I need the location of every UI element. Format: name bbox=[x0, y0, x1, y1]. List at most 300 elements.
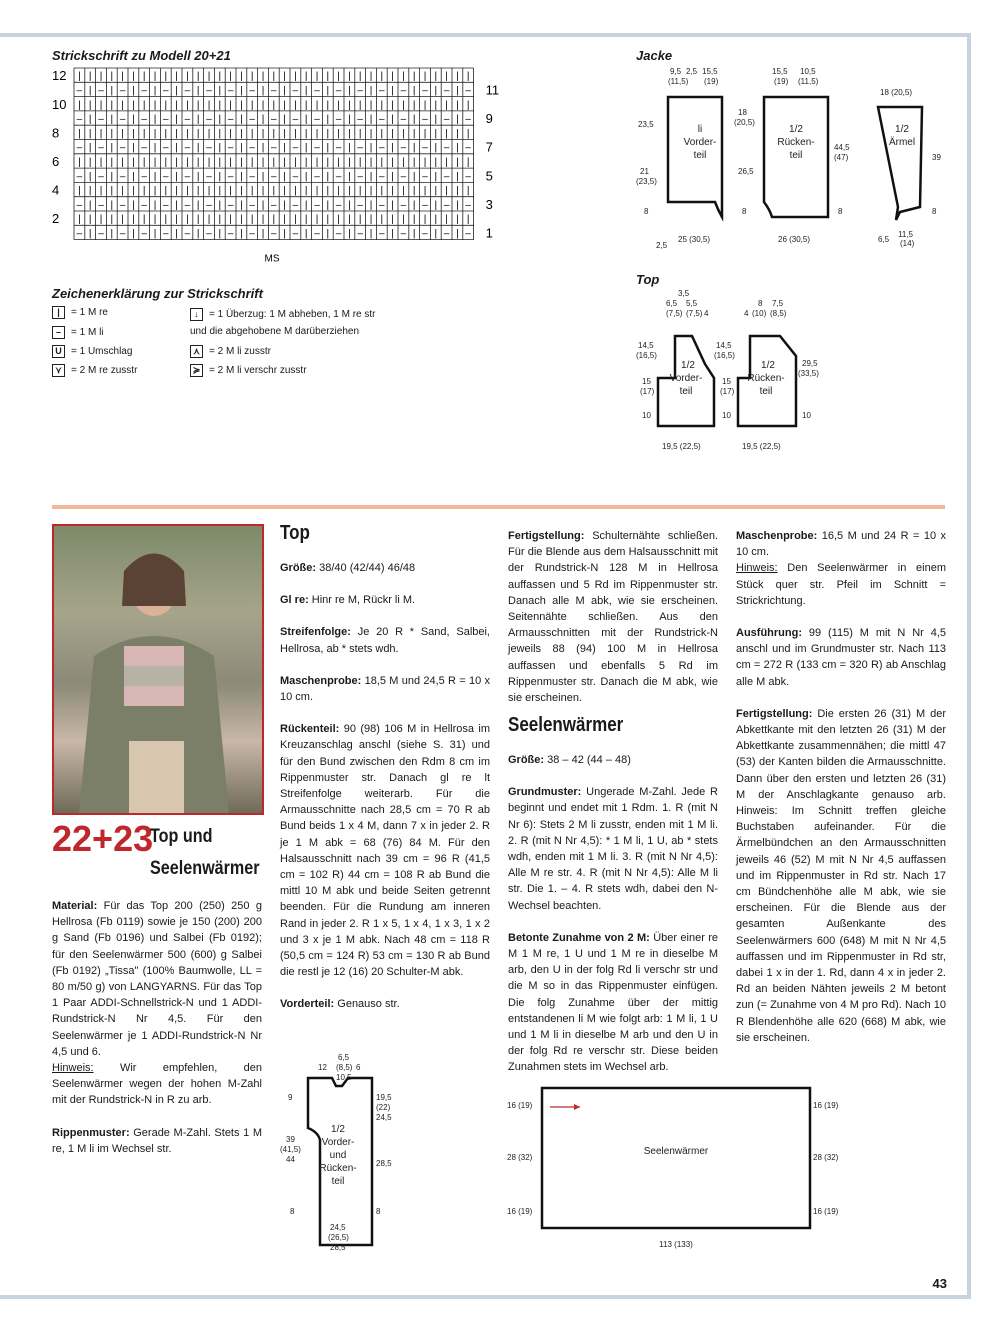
chart-cell: | bbox=[218, 71, 222, 83]
chart-cell: | bbox=[402, 156, 405, 168]
chart-cell: | bbox=[391, 142, 394, 154]
chart-cell: | bbox=[164, 71, 168, 83]
chart-cell: | bbox=[229, 99, 232, 111]
chart-cell: – bbox=[184, 199, 191, 211]
chart-cell: – bbox=[443, 199, 450, 211]
svg-text:16 (19): 16 (19) bbox=[507, 1101, 533, 1110]
chart-cell: | bbox=[186, 71, 189, 83]
svg-text:26 (30,5): 26 (30,5) bbox=[778, 235, 811, 244]
chart-cell: | bbox=[218, 142, 222, 154]
svg-text:23,5: 23,5 bbox=[638, 120, 654, 129]
svg-text:28 (32): 28 (32) bbox=[507, 1153, 533, 1162]
chart-cell: – bbox=[141, 228, 147, 240]
chart-cell: | bbox=[304, 114, 308, 126]
chart-cell: | bbox=[272, 99, 276, 111]
chart-cell: | bbox=[304, 71, 308, 83]
chart-row-label: 2 bbox=[52, 211, 60, 227]
chart-cell: | bbox=[175, 214, 178, 226]
chart-cell: – bbox=[249, 228, 255, 240]
svg-text:und: und bbox=[329, 1150, 347, 1161]
chart-cell: | bbox=[348, 114, 351, 126]
chart-cell: | bbox=[423, 185, 427, 197]
chart-cell: | bbox=[391, 156, 394, 168]
svg-text:14,5: 14,5 bbox=[716, 341, 732, 350]
chart-cell: – bbox=[400, 114, 407, 126]
svg-text:(33,5): (33,5) bbox=[798, 369, 819, 378]
chart-cell: – bbox=[443, 228, 450, 240]
chart-cell: | bbox=[142, 214, 146, 226]
svg-text:5,5: 5,5 bbox=[686, 299, 698, 308]
chart-cell: – bbox=[379, 199, 385, 211]
svg-text:16 (19): 16 (19) bbox=[813, 1101, 839, 1110]
svg-text:(20,5): (20,5) bbox=[734, 118, 755, 127]
svg-text:28,5: 28,5 bbox=[330, 1243, 346, 1252]
chart-cell: – bbox=[379, 85, 385, 97]
chart-cell: – bbox=[163, 199, 169, 211]
chart-cell: | bbox=[218, 156, 222, 168]
chart-cell: | bbox=[164, 156, 168, 168]
chart-cell: | bbox=[456, 71, 459, 83]
seelenwaermer-label: Seelenwärmer bbox=[643, 1146, 709, 1157]
chart-cell: – bbox=[271, 199, 277, 211]
chart-cell: – bbox=[249, 114, 255, 126]
chart-cell: | bbox=[240, 128, 243, 140]
column-3a: Fertigstellung: Schulternähte schließen. Für die Blende aus dem Halsausschnitt mit der Rundstrick-N 128 M in Hellrosa auffassen und 5 Rd im Rippenmuster str. Danach alle M abk, wie sie erscheinen. Seitennähte schließen. Aus den Armausschnitten mit der Rundstrick-N jeweils 88 (94) 100 M in Hellrosa auffassen und ebenfalls 5 Rd im Rippenmuster str. Danach die M abk, wie sie erscheinen. bbox=[508, 530, 718, 705]
svg-text:(11,5): (11,5) bbox=[798, 77, 819, 86]
chart-cell: | bbox=[142, 128, 146, 140]
svg-text:teil: teil bbox=[693, 150, 707, 161]
chart-cell: | bbox=[240, 142, 243, 154]
chart-cell: | bbox=[423, 99, 427, 111]
chart-cell: | bbox=[132, 114, 135, 126]
chart-cell: | bbox=[229, 185, 232, 197]
chart-cell: | bbox=[196, 99, 200, 111]
chart-cell: | bbox=[88, 199, 92, 211]
chart-cell: | bbox=[369, 85, 373, 97]
chart-cell: | bbox=[348, 85, 351, 97]
chart-cell: | bbox=[358, 99, 362, 111]
chart-cell: | bbox=[261, 199, 265, 211]
chart-cell: | bbox=[445, 214, 448, 226]
chart-cell: | bbox=[153, 71, 157, 83]
chart-cell: | bbox=[326, 171, 330, 183]
chart-cell: – bbox=[314, 171, 320, 183]
chart-cell: – bbox=[335, 142, 342, 154]
chart-cell: – bbox=[379, 228, 385, 240]
chart-cell: – bbox=[76, 228, 83, 240]
svg-text:2,5: 2,5 bbox=[656, 241, 668, 250]
chart-cell: | bbox=[456, 199, 459, 211]
svg-text:16 (19): 16 (19) bbox=[813, 1207, 839, 1216]
chart-cell: | bbox=[445, 71, 448, 83]
svg-text:8: 8 bbox=[742, 207, 747, 216]
chart-cell: | bbox=[218, 214, 222, 226]
chart-cell: | bbox=[434, 71, 438, 83]
column-2: Größe: 38/40 (42/44) 46/48 Gl re: Hinr re M, Rückr li M. Streifenfolge: Je 20 R * Sand, Salbei, Hellrosa, ab * stets wdh. Maschenprobe: 18,5 M und 24,5 R = 10 x 10 cm. Rückenteil: 90 (98) 106 M in Hellrosa im Kreuzanschlag anschl (siehe S. 31) und für den Bund zwischen den Rdm 8 cm im Rippenmuster str. Danach gl re lt Streifenfolge weiterarb. Für die Armausschnitte nach 28,5 cm = 70 R ab Bund beids 1 x 4 M, dann 7 x in jeder 2. R je 1 M abk = 68 (76) 84 M. Für den Halsausschnitt nach 39 cm = 96 R (41,5 cm = 102 R) 44 cm = 108 R ab Bund die mittl 10 M abk und beide Seiten getrennt beenden. Für die Rundung am inneren Rand in jeder 2. R 1 x 5, 1 x 4, 1 x 3, 1 x 2 und 3 x je 1 M abk. Nach 48 cm = 118 R (50,5 cm = 124 R) 53 cm = 130 R ab Bund die restl je 12 (16) 20 Schulter-M abk. Vorderteil: Genauso str. bbox=[280, 562, 491, 1011]
chart-cell: – bbox=[443, 142, 450, 154]
chart-cell: | bbox=[391, 71, 394, 83]
svg-text:(7,5): (7,5) bbox=[686, 309, 703, 318]
chart-cell: | bbox=[348, 156, 351, 168]
chart-row-label: 10 bbox=[52, 96, 67, 112]
chart-cell: | bbox=[153, 228, 157, 240]
chart-cell: – bbox=[357, 85, 363, 97]
chart-cell: | bbox=[153, 142, 157, 154]
chart-cell: | bbox=[272, 71, 276, 83]
chart-cell: – bbox=[422, 114, 428, 126]
chart-cell: | bbox=[110, 171, 114, 183]
chart-cell: | bbox=[88, 71, 92, 83]
chart-cell: – bbox=[141, 171, 147, 183]
chart-cell: | bbox=[196, 85, 200, 97]
chart-cell: – bbox=[163, 85, 169, 97]
chart-cell: | bbox=[423, 156, 427, 168]
chart-cell: | bbox=[99, 156, 103, 168]
chart-cell: | bbox=[164, 214, 168, 226]
chart-cell: | bbox=[240, 185, 243, 197]
chart-cell: | bbox=[250, 128, 254, 140]
chart-cell: | bbox=[304, 142, 308, 154]
chart-cell: | bbox=[99, 128, 103, 140]
chart-cell: | bbox=[88, 128, 92, 140]
svg-text:1/2: 1/2 bbox=[761, 360, 775, 371]
svg-text:14,5: 14,5 bbox=[638, 341, 654, 350]
chart-cell: | bbox=[218, 128, 222, 140]
chart-cell: | bbox=[391, 171, 394, 183]
chart-cell: | bbox=[218, 185, 222, 197]
svg-text:18: 18 bbox=[738, 108, 747, 117]
chart-cell: | bbox=[110, 99, 114, 111]
chart-cell: | bbox=[132, 71, 135, 83]
chart-cell: | bbox=[391, 228, 394, 240]
chart-cell: – bbox=[76, 85, 83, 97]
chart-cell: | bbox=[326, 85, 330, 97]
chart-cell: | bbox=[348, 199, 351, 211]
chart-cell: | bbox=[391, 214, 394, 226]
chart-cell: – bbox=[314, 228, 320, 240]
chart-cell: | bbox=[132, 99, 135, 111]
chart-cell: | bbox=[348, 185, 351, 197]
chart-cell: – bbox=[357, 199, 363, 211]
chart-row-label: 8 bbox=[52, 125, 60, 141]
chart-cell: | bbox=[456, 228, 459, 240]
svg-text:12: 12 bbox=[318, 1063, 327, 1072]
chart-title: Strickschrift zu Modell 20+21 bbox=[52, 48, 231, 63]
chart-cell: | bbox=[380, 71, 384, 83]
chart-cell: | bbox=[196, 228, 200, 240]
chart-cell: | bbox=[304, 199, 308, 211]
chart-cell: | bbox=[78, 214, 81, 226]
chart-cell: – bbox=[227, 228, 234, 240]
svg-text:(17): (17) bbox=[720, 387, 735, 396]
svg-text:44,5: 44,5 bbox=[834, 143, 850, 152]
chart-cell: – bbox=[357, 114, 363, 126]
svg-text:Rücken-: Rücken- bbox=[319, 1163, 357, 1174]
chart-cell: – bbox=[357, 142, 363, 154]
chart-cell: – bbox=[379, 171, 385, 183]
chart-cell: | bbox=[466, 185, 470, 197]
chart-cell: – bbox=[98, 199, 104, 211]
chart-cell: – bbox=[465, 171, 471, 183]
svg-text:(19): (19) bbox=[704, 77, 719, 86]
svg-text:(23,5): (23,5) bbox=[636, 177, 657, 186]
svg-text:(47): (47) bbox=[834, 153, 849, 162]
chart-cell: | bbox=[229, 156, 232, 168]
svg-text:19,5: 19,5 bbox=[376, 1093, 392, 1102]
chart-cell: | bbox=[175, 156, 178, 168]
legend-title: Zeichenerklärung zur Strickschrift bbox=[52, 286, 263, 301]
chart-cell: – bbox=[379, 114, 385, 126]
svg-text:(8,5): (8,5) bbox=[336, 1063, 353, 1072]
chart-cell: | bbox=[132, 171, 135, 183]
chart-cell: | bbox=[78, 99, 81, 111]
column-4: Maschenprobe: 16,5 M und 24 R = 10 x 10 cm. Hinweis: Den Seelenwärmer in einem Stück quer str. Pfeil im Schnitt = Strickrichtung. Ausführung: 99 (115) M mit N Nr 4,5 anschl und im Grundmuster str. Nach 113 cm = 272 R (133 cm = 320 R) ab Anschlag alle M abk. Fertigstellung: Die ersten 26 (31) M der Abkettkante mit den letzten 26 (31) M der Abkettkante zusammennähen; die mittl 47 (53) der Kanten bilden die Armausschnitte. Dann über den ersten und letzten 26 (31) M der Anschlagkante genauso arb. Hinweis: Im Schnitt treffen gleiche Buchstaben aufeinander. Für die Ärmelbündchen an den Armausschnitten jeweils 46 (52) M mit N Nr 4,5 auffassen und im Rippenmuster in Rd str. Nach 17 cm Bündchenhöhe alle M abk, wie sie erscheinen. Für die Blende aus der gesamten Außenkante des Seelenwärmers 600 (648) M mit N Nr 4,5 auffassen und im Rippenmuster in Rd str, dabei 1 x in der 1. Rd, dann 4 x in jeder 2. Rd an beiden Nähten jeweils 2 M betont zun (= Zunahme von 4 M pro Rd). Nach 10 R Blendenhöhe alle 620 (668) M abk, wie sie erscheinen. bbox=[736, 530, 947, 1044]
chart-cell: | bbox=[88, 185, 92, 197]
chart-cell: | bbox=[380, 214, 384, 226]
chart-cell: | bbox=[402, 128, 405, 140]
svg-text:Ärmel: Ärmel bbox=[888, 137, 916, 148]
chart-cell: – bbox=[249, 199, 255, 211]
chart-cell: | bbox=[369, 114, 373, 126]
chart-cell: | bbox=[261, 85, 265, 97]
chart-cell: – bbox=[76, 142, 83, 154]
chart-cell: | bbox=[466, 156, 470, 168]
chart-cell: – bbox=[249, 142, 255, 154]
chart-cell: – bbox=[422, 85, 428, 97]
chart-cell: | bbox=[110, 214, 114, 226]
chart-cell: | bbox=[207, 99, 211, 111]
chart-cell: – bbox=[184, 171, 191, 183]
svg-text:6: 6 bbox=[356, 1063, 361, 1072]
chart-cell: | bbox=[348, 99, 351, 111]
svg-text:3,5: 3,5 bbox=[678, 289, 690, 298]
chart-cell: | bbox=[110, 142, 114, 154]
chart-row-label: 7 bbox=[485, 139, 493, 155]
top-schema-title: Top bbox=[636, 272, 660, 287]
model-number: 22+23 bbox=[52, 818, 154, 859]
chart-row-label: 12 bbox=[52, 68, 67, 84]
chart-cell: | bbox=[348, 228, 351, 240]
svg-text:19,5 (22,5): 19,5 (22,5) bbox=[742, 442, 781, 451]
chart-cell: | bbox=[283, 171, 286, 183]
chart-cell: | bbox=[121, 99, 124, 111]
chart-cell: | bbox=[412, 85, 416, 97]
chart-cell: | bbox=[175, 85, 178, 97]
chart-cell: | bbox=[412, 156, 416, 168]
chart-cell: | bbox=[229, 214, 232, 226]
chart-cell: – bbox=[292, 171, 299, 183]
chart-cell: | bbox=[466, 99, 470, 111]
chart-cell: | bbox=[121, 156, 124, 168]
chart-cell: – bbox=[227, 171, 234, 183]
chart-cell: | bbox=[402, 185, 405, 197]
svg-text:teil: teil bbox=[789, 150, 803, 161]
chart-cell: | bbox=[412, 71, 416, 83]
chart-cell: | bbox=[250, 185, 254, 197]
chart-cell: | bbox=[326, 99, 330, 111]
svg-text:Vorder-: Vorder- bbox=[669, 373, 703, 384]
chart-cell: – bbox=[443, 85, 450, 97]
svg-text:(16,5): (16,5) bbox=[636, 351, 657, 360]
chart-cell: | bbox=[186, 214, 189, 226]
chart-cell: | bbox=[164, 185, 168, 197]
chart-cell: – bbox=[271, 142, 277, 154]
chart-cell: | bbox=[304, 156, 308, 168]
chart-cell: | bbox=[153, 114, 157, 126]
chart-cell: | bbox=[304, 228, 308, 240]
chart-cell: | bbox=[261, 71, 265, 83]
chart-cell: | bbox=[283, 85, 286, 97]
chart-cell: – bbox=[422, 142, 428, 154]
chart-cell: | bbox=[207, 185, 211, 197]
chart-cell: | bbox=[229, 128, 232, 140]
legend-p2tog-tbl: ≽ = 2 M li verschr zusstr bbox=[190, 364, 307, 377]
chart-cell: | bbox=[186, 156, 189, 168]
chart-cell: – bbox=[227, 199, 234, 211]
svg-text:8: 8 bbox=[758, 299, 763, 308]
svg-text:Rücken-: Rücken- bbox=[747, 373, 785, 384]
chart-cell: | bbox=[315, 185, 319, 197]
chart-cell: | bbox=[326, 114, 330, 126]
chart-cell: | bbox=[369, 199, 373, 211]
chart-cell: | bbox=[423, 128, 427, 140]
chart-cell: | bbox=[153, 171, 157, 183]
chart-cell: | bbox=[218, 199, 222, 211]
svg-text:(14): (14) bbox=[900, 239, 915, 248]
chart-cell: | bbox=[207, 156, 211, 168]
chart-cell: | bbox=[78, 71, 81, 83]
chart-cell: | bbox=[110, 114, 114, 126]
chart-cell: | bbox=[380, 185, 384, 197]
chart-cell: – bbox=[335, 85, 342, 97]
svg-text:15: 15 bbox=[722, 377, 731, 386]
chart-cell: – bbox=[357, 228, 363, 240]
chart-cell: | bbox=[412, 228, 416, 240]
chart-cell: | bbox=[283, 185, 286, 197]
chart-cell: – bbox=[141, 199, 147, 211]
chart-cell: | bbox=[434, 214, 438, 226]
chart-cell: | bbox=[445, 128, 448, 140]
svg-text:1/2: 1/2 bbox=[681, 360, 695, 371]
svg-text:39: 39 bbox=[932, 153, 941, 162]
chart-cell: | bbox=[186, 99, 189, 111]
chart-cell: | bbox=[110, 199, 114, 211]
chart-cell: – bbox=[119, 142, 126, 154]
chart-cell: – bbox=[400, 142, 407, 154]
svg-text:28 (32): 28 (32) bbox=[813, 1153, 839, 1162]
chart-cell: | bbox=[283, 142, 286, 154]
chart-cell: | bbox=[196, 156, 200, 168]
chart-cell: | bbox=[326, 228, 330, 240]
chart-cell: | bbox=[283, 156, 286, 168]
chart-cell: | bbox=[380, 99, 384, 111]
chart-cell: – bbox=[206, 228, 212, 240]
chart-cell: | bbox=[261, 171, 265, 183]
svg-text:(16,5): (16,5) bbox=[714, 351, 735, 360]
chart-cell: – bbox=[465, 142, 471, 154]
chart-cell: – bbox=[76, 199, 83, 211]
chart-cell: | bbox=[348, 171, 351, 183]
chart-row-label: 3 bbox=[485, 196, 493, 212]
chart-cell: | bbox=[412, 114, 416, 126]
chart-cell: | bbox=[261, 156, 265, 168]
chart-cell: | bbox=[304, 185, 308, 197]
chart-cell: | bbox=[261, 214, 265, 226]
chart-cell: – bbox=[335, 228, 342, 240]
chart-cell: | bbox=[121, 185, 124, 197]
chart-cell: – bbox=[465, 85, 471, 97]
chart-cell: | bbox=[250, 99, 254, 111]
chart-cell: | bbox=[153, 156, 157, 168]
svg-text:1/2: 1/2 bbox=[895, 124, 909, 135]
chart-cell: | bbox=[294, 128, 297, 140]
chart-cell: – bbox=[206, 114, 212, 126]
chart-cell: | bbox=[358, 128, 362, 140]
chart-cell: | bbox=[88, 114, 92, 126]
chart-cell: – bbox=[422, 228, 428, 240]
chart-cell: | bbox=[434, 85, 438, 97]
chart-cell: | bbox=[164, 99, 168, 111]
chart-cell: | bbox=[153, 214, 157, 226]
chart-cell: | bbox=[294, 156, 297, 168]
chart-cell: | bbox=[369, 142, 373, 154]
chart-cell: – bbox=[119, 199, 126, 211]
chart-cell: | bbox=[175, 114, 178, 126]
chart-cell: | bbox=[369, 228, 373, 240]
chart-cell: – bbox=[206, 199, 212, 211]
chart-cell: | bbox=[294, 71, 297, 83]
legend-knit: | = 1 M re bbox=[52, 306, 108, 319]
chart-cell: – bbox=[292, 85, 299, 97]
chart-cell: | bbox=[88, 214, 92, 226]
chart-cell: – bbox=[206, 85, 212, 97]
chart-cell: | bbox=[434, 128, 438, 140]
chart-cell: | bbox=[175, 142, 178, 154]
chart-cell: | bbox=[456, 99, 459, 111]
chart-cell: – bbox=[271, 114, 277, 126]
chart-cell: | bbox=[153, 128, 157, 140]
chart-cell: | bbox=[272, 185, 276, 197]
chart-cell: | bbox=[121, 71, 124, 83]
chart-cell: | bbox=[304, 214, 308, 226]
chart-cell: | bbox=[380, 128, 384, 140]
chart-cell: | bbox=[456, 156, 459, 168]
chart-cell: | bbox=[110, 185, 114, 197]
chart-cell: | bbox=[207, 128, 211, 140]
chart-cell: | bbox=[88, 171, 92, 183]
svg-text:1/2: 1/2 bbox=[789, 124, 803, 135]
chart-cell: | bbox=[250, 156, 254, 168]
chart-cell: | bbox=[218, 85, 222, 97]
chart-cell: | bbox=[175, 99, 178, 111]
chart-cell: – bbox=[98, 228, 104, 240]
chart-cell: | bbox=[88, 99, 92, 111]
svg-text:24,5: 24,5 bbox=[376, 1113, 392, 1122]
chart-cell: | bbox=[218, 228, 222, 240]
svg-text:24,5: 24,5 bbox=[330, 1223, 346, 1232]
chart-cell: | bbox=[175, 199, 178, 211]
chart-cell: | bbox=[326, 156, 330, 168]
chart-cell: | bbox=[229, 71, 232, 83]
chart-row-label: 5 bbox=[485, 168, 493, 184]
svg-text:8: 8 bbox=[838, 207, 843, 216]
chart-cell: | bbox=[175, 228, 178, 240]
chart-cell: – bbox=[443, 171, 450, 183]
chart-cell: | bbox=[412, 171, 416, 183]
chart-cell: | bbox=[153, 99, 157, 111]
chart-cell: | bbox=[294, 214, 297, 226]
chart-cell: | bbox=[412, 142, 416, 154]
